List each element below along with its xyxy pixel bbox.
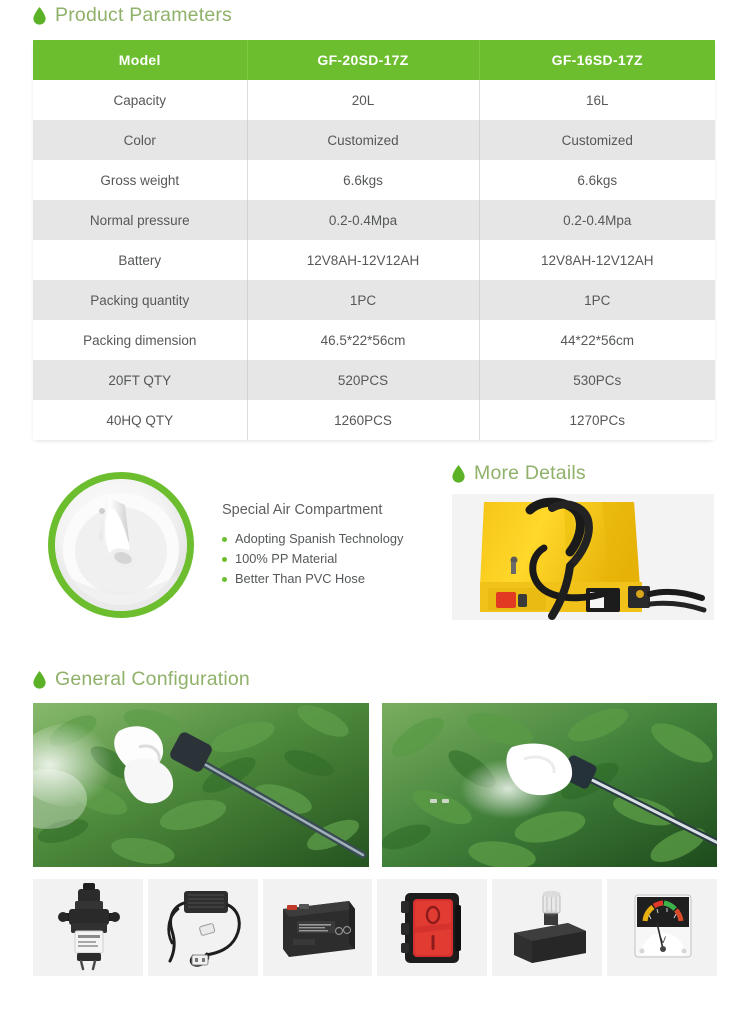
row-label: Normal pressure: [33, 200, 247, 240]
table-row: [33, 120, 715, 160]
row-value: 1270PCs: [479, 400, 715, 440]
feature-bullet: 100% PP Material: [222, 549, 437, 569]
component-thumbnail-row: [0, 879, 750, 976]
battery-thumbnail: [263, 879, 373, 976]
table-row: [33, 280, 715, 320]
row-value: 6.6kgs: [479, 160, 715, 200]
row-label: Capacity: [33, 80, 247, 120]
row-label: Gross weight: [33, 160, 247, 200]
row-value: Customized: [247, 120, 479, 160]
row-label: 20FT QTY: [33, 360, 247, 400]
general-configuration-block: [0, 668, 750, 976]
table-row: [33, 80, 715, 120]
sprayer-tank-photo: [452, 494, 714, 620]
spray-photo-single-nozzle: [382, 703, 718, 867]
water-pump-thumbnail: [33, 879, 143, 976]
row-label: Battery: [33, 240, 247, 280]
row-value: 530PCs: [479, 360, 715, 400]
row-value: 0.2-0.4Mpa: [247, 200, 479, 240]
droplet-icon: [33, 7, 46, 25]
air-compartment-circle-photo: [48, 472, 194, 618]
section-header-general-configuration: [0, 668, 750, 691]
feature-bullet: Adopting Spanish Technology: [222, 529, 437, 549]
row-value: 20L: [247, 80, 479, 120]
row-value: 12V8AH-12V12AH: [479, 240, 715, 280]
row-value: 16L: [479, 80, 715, 120]
row-label: Packing dimension: [33, 320, 247, 360]
row-value: 1PC: [247, 280, 479, 320]
section-title-general-configuration: General Configuration: [55, 668, 250, 690]
row-value: 46.5*22*56cm: [247, 320, 479, 360]
row-value: Customized: [479, 120, 715, 160]
row-value: 1260PCS: [247, 400, 479, 440]
table-row: [33, 360, 715, 400]
more-details-block: [452, 462, 714, 620]
feature-bullet: Better Than PVC Hose: [222, 569, 437, 589]
column-header-model-16sd: GF-16SD-17Z: [479, 40, 715, 80]
parameters-table-wrapper: [0, 40, 750, 440]
row-value: 0.2-0.4Mpa: [479, 200, 715, 240]
table-header-row: [33, 40, 715, 80]
pressure-valve-box-thumbnail: [492, 879, 602, 976]
droplet-icon: [33, 671, 46, 689]
row-value: 12V8AH-12V12AH: [247, 240, 479, 280]
row-value: 520PCS: [247, 360, 479, 400]
column-header-model-20sd: GF-20SD-17Z: [247, 40, 479, 80]
battery-charger-thumbnail: [148, 879, 258, 976]
feature-text-block: [222, 502, 437, 589]
table-row: [33, 320, 715, 360]
table-row: [33, 400, 715, 440]
section-title-more-details: More Details: [474, 462, 586, 484]
droplet-icon: [452, 465, 465, 483]
section-header-parameters: [0, 0, 750, 27]
feature-bullet-list: [222, 529, 437, 589]
feature-band: [0, 462, 750, 652]
table-row: [33, 200, 715, 240]
product-parameters-table: [33, 40, 715, 440]
table-row: [33, 160, 715, 200]
row-label: Color: [33, 120, 247, 160]
spray-photo-double-nozzle: [33, 703, 369, 867]
row-label: 40HQ QTY: [33, 400, 247, 440]
feature-title: Special Air Compartment: [222, 502, 383, 518]
table-body: [33, 80, 715, 440]
row-value: 6.6kgs: [247, 160, 479, 200]
voltmeter-gauge-thumbnail: [607, 879, 717, 976]
row-value: 44*22*56cm: [479, 320, 715, 360]
table-row: [33, 240, 715, 280]
svg-text:V: V: [660, 935, 667, 945]
section-title-parameters: Product Parameters: [55, 4, 233, 26]
red-rocker-switch-thumbnail: [377, 879, 487, 976]
row-value: 1PC: [479, 280, 715, 320]
spray-photo-row: [0, 703, 750, 867]
column-header-model: Model: [33, 40, 247, 80]
row-label: Packing quantity: [33, 280, 247, 320]
section-header-more-details: [452, 462, 714, 485]
